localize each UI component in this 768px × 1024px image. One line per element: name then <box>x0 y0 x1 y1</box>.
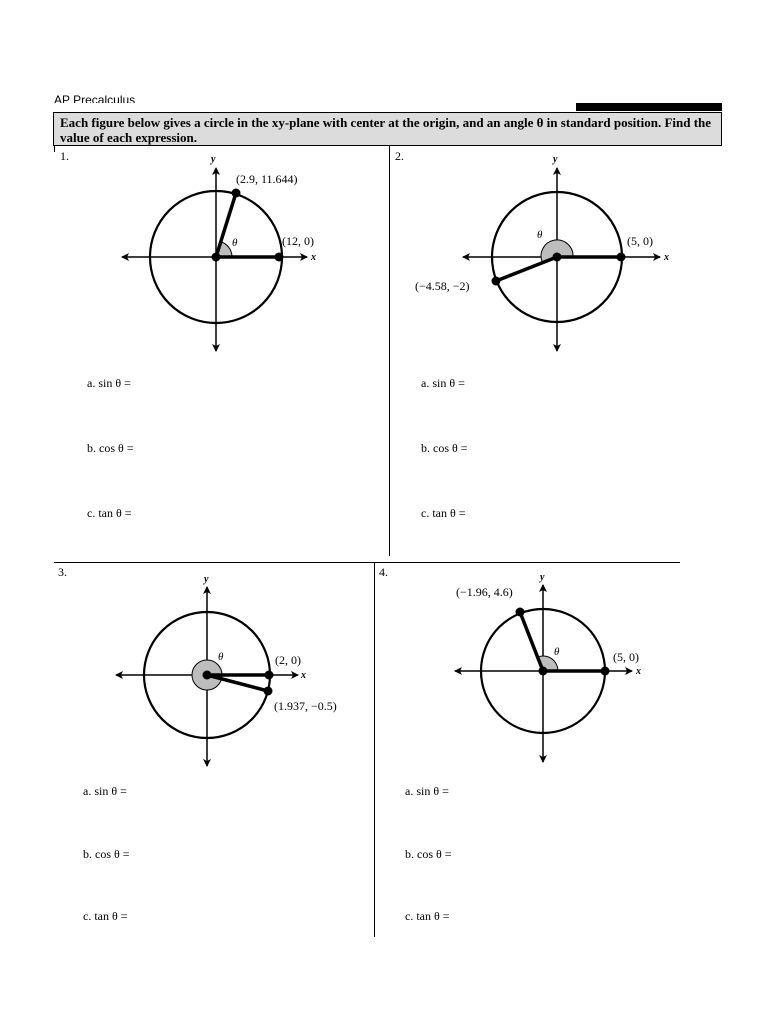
instructions-box: Each figure below gives a circle in the xy-plane with center at the origin, and an angle θ in standard position. Find the value of each expression. <box>53 112 722 146</box>
question-4b: b. cos θ = <box>405 847 452 861</box>
x-label: x <box>311 252 316 263</box>
question-1a: a. sin θ = <box>87 376 131 390</box>
axis-point-label: (2, 0) <box>275 653 301 667</box>
question-2c: c. tan θ = <box>421 506 466 520</box>
origin-point <box>553 253 562 262</box>
terminal-point-label: (−1.96, 4.6) <box>456 585 513 599</box>
theta-label: θ <box>554 646 560 658</box>
x-label: x <box>664 252 669 263</box>
question-3c: c. tan θ = <box>83 909 128 923</box>
course-header: AP Precalculus <box>54 93 136 103</box>
terminal-point <box>492 277 501 286</box>
y-label: y <box>204 574 209 585</box>
x-label: x <box>636 666 641 677</box>
problem-number-1: 1. <box>60 149 69 163</box>
question-3a: a. sin θ = <box>83 784 127 798</box>
theta-label: θ <box>537 229 543 241</box>
question-3b: b. cos θ = <box>83 847 130 861</box>
divider-vertical-bottom <box>374 562 375 937</box>
unit-circle-figure-3 <box>108 570 368 770</box>
problem-number-3: 3. <box>58 565 67 579</box>
question-4c: c. tan θ = <box>405 909 450 923</box>
terminal-ray <box>496 257 557 281</box>
terminal-point-label: (2.9, 11.644) <box>236 172 298 186</box>
theta-label: θ <box>218 651 224 663</box>
axis-point <box>601 667 610 676</box>
terminal-point-label: (1.937, −0.5) <box>274 699 337 713</box>
origin-point <box>203 671 212 680</box>
terminal-point <box>516 608 525 617</box>
unit-circle-figure-1 <box>110 148 390 358</box>
header-bar <box>576 103 722 111</box>
question-1c: c. tan θ = <box>87 506 132 520</box>
axis-point <box>617 253 626 262</box>
question-1b: b. cos θ = <box>87 441 134 455</box>
problem-number-2: 2. <box>395 149 404 163</box>
axis-point <box>265 671 274 680</box>
question-4a: a. sin θ = <box>405 784 449 798</box>
divider-horizontal <box>54 562 680 563</box>
question-2a: a. sin θ = <box>421 376 465 390</box>
x-label: x <box>301 670 306 681</box>
origin-point <box>539 667 548 676</box>
y-label: y <box>211 154 216 165</box>
axis-point-label: (12, 0) <box>282 234 314 248</box>
terminal-ray <box>520 612 543 671</box>
terminal-point-label: (−4.58, −2) <box>415 279 470 293</box>
axis-point-label: (5, 0) <box>627 234 653 248</box>
origin-point <box>212 253 221 262</box>
divider-left-edge <box>54 146 55 152</box>
unit-circle-figure-2 <box>410 148 700 358</box>
question-2b: b. cos θ = <box>421 441 468 455</box>
axis-point-label: (5, 0) <box>613 650 639 664</box>
y-label: y <box>553 154 558 165</box>
y-label: y <box>540 572 545 583</box>
problem-number-4: 4. <box>379 565 388 579</box>
theta-label: θ <box>232 237 238 249</box>
terminal-point <box>232 189 241 198</box>
axis-point <box>275 253 284 262</box>
terminal-point <box>264 687 273 696</box>
unit-circle-figure-4 <box>400 570 700 770</box>
